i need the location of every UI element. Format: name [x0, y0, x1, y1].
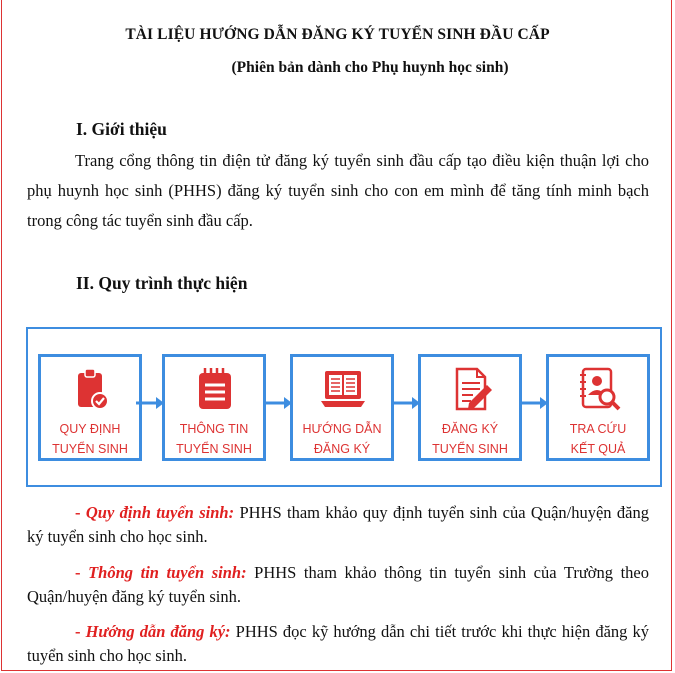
document-subtitle: (Phiên bản dành cho Phụ huynh học sinh)	[231, 59, 509, 76]
step-label: THÔNG TIN TUYỂN SINH	[176, 422, 252, 456]
step-label: ĐĂNG KÝ TUYỂN SINH	[432, 422, 508, 456]
document-title: TÀI LIỆU HƯỚNG DẪN ĐĂNG KÝ TUYỂN SINH ĐẦU CẤP	[125, 26, 550, 43]
process-step-register	[418, 354, 522, 461]
laptop-book-icon	[319, 365, 367, 413]
process-step-information	[162, 354, 266, 461]
bullet-information: - Thông tin tuyển sinh: PHHS tham khảo thông tin tuyển sinh của Trường theo Quận/huyện đăng ký tuyển sinh.	[27, 563, 649, 606]
clipboard-check-icon	[67, 365, 115, 413]
bullet-regulations: - Quy định tuyển sinh: PHHS tham khảo quy định tuyển sinh của Quận/huyện đăng ký tuyển sinh cho học sinh.	[27, 503, 649, 546]
section-heading-process: II. Quy trình thực hiện	[76, 273, 248, 293]
bullet-text: PHHS đọc kỹ hướng dẫn chi tiết trước khi thực hiện đăng ký tuyển sinh cho học sinh.	[27, 622, 649, 665]
bullet-term: Quy định tuyển sinh:	[85, 503, 235, 522]
bullet-guide: - Hướng dẫn đăng ký: PHHS đọc kỹ hướng dẫn chi tiết trước khi thực hiện đăng ký tuyển sinh cho học sinh.	[27, 622, 649, 665]
bullet-text: PHHS tham khảo thông tin tuyển sinh của Trường theo Quận/huyện đăng ký tuyển sinh.	[27, 563, 649, 606]
document-pen-icon	[447, 365, 495, 413]
intro-text: Trang cổng thông tin điện tử đăng ký tuyển sinh đầu cấp tạo điều kiện thuận lợi cho phụ huynh học sinh (PHHS) đăng ký tuyển sinh cho con em mình để tăng tính minh bạch trong công tác tuyển sinh đầu cấp.	[27, 151, 649, 230]
step-label: TRA CỨU KẾT QUẢ	[569, 422, 627, 456]
bullet-term: Hướng dẫn đăng ký:	[85, 622, 231, 641]
process-flow-diagram	[26, 327, 662, 487]
process-step-lookup	[546, 354, 650, 461]
step-label: HƯỚNG DẪN ĐĂNG KÝ	[302, 422, 382, 456]
process-step-guide	[290, 354, 394, 461]
bullet-term: Thông tin tuyển sinh:	[88, 563, 247, 582]
step-label: QUY ĐỊNH TUYỂN SINH	[52, 422, 128, 456]
intro-paragraph	[27, 146, 649, 236]
process-step-regulations	[38, 354, 142, 461]
section-heading-intro: I. Giới thiệu	[76, 119, 167, 139]
notepad-list-icon	[191, 365, 239, 413]
bullet-text: PHHS tham khảo quy định tuyển sinh của Quận/huyện đăng ký tuyển sinh cho học sinh.	[27, 503, 649, 546]
user-search-icon	[575, 365, 623, 413]
